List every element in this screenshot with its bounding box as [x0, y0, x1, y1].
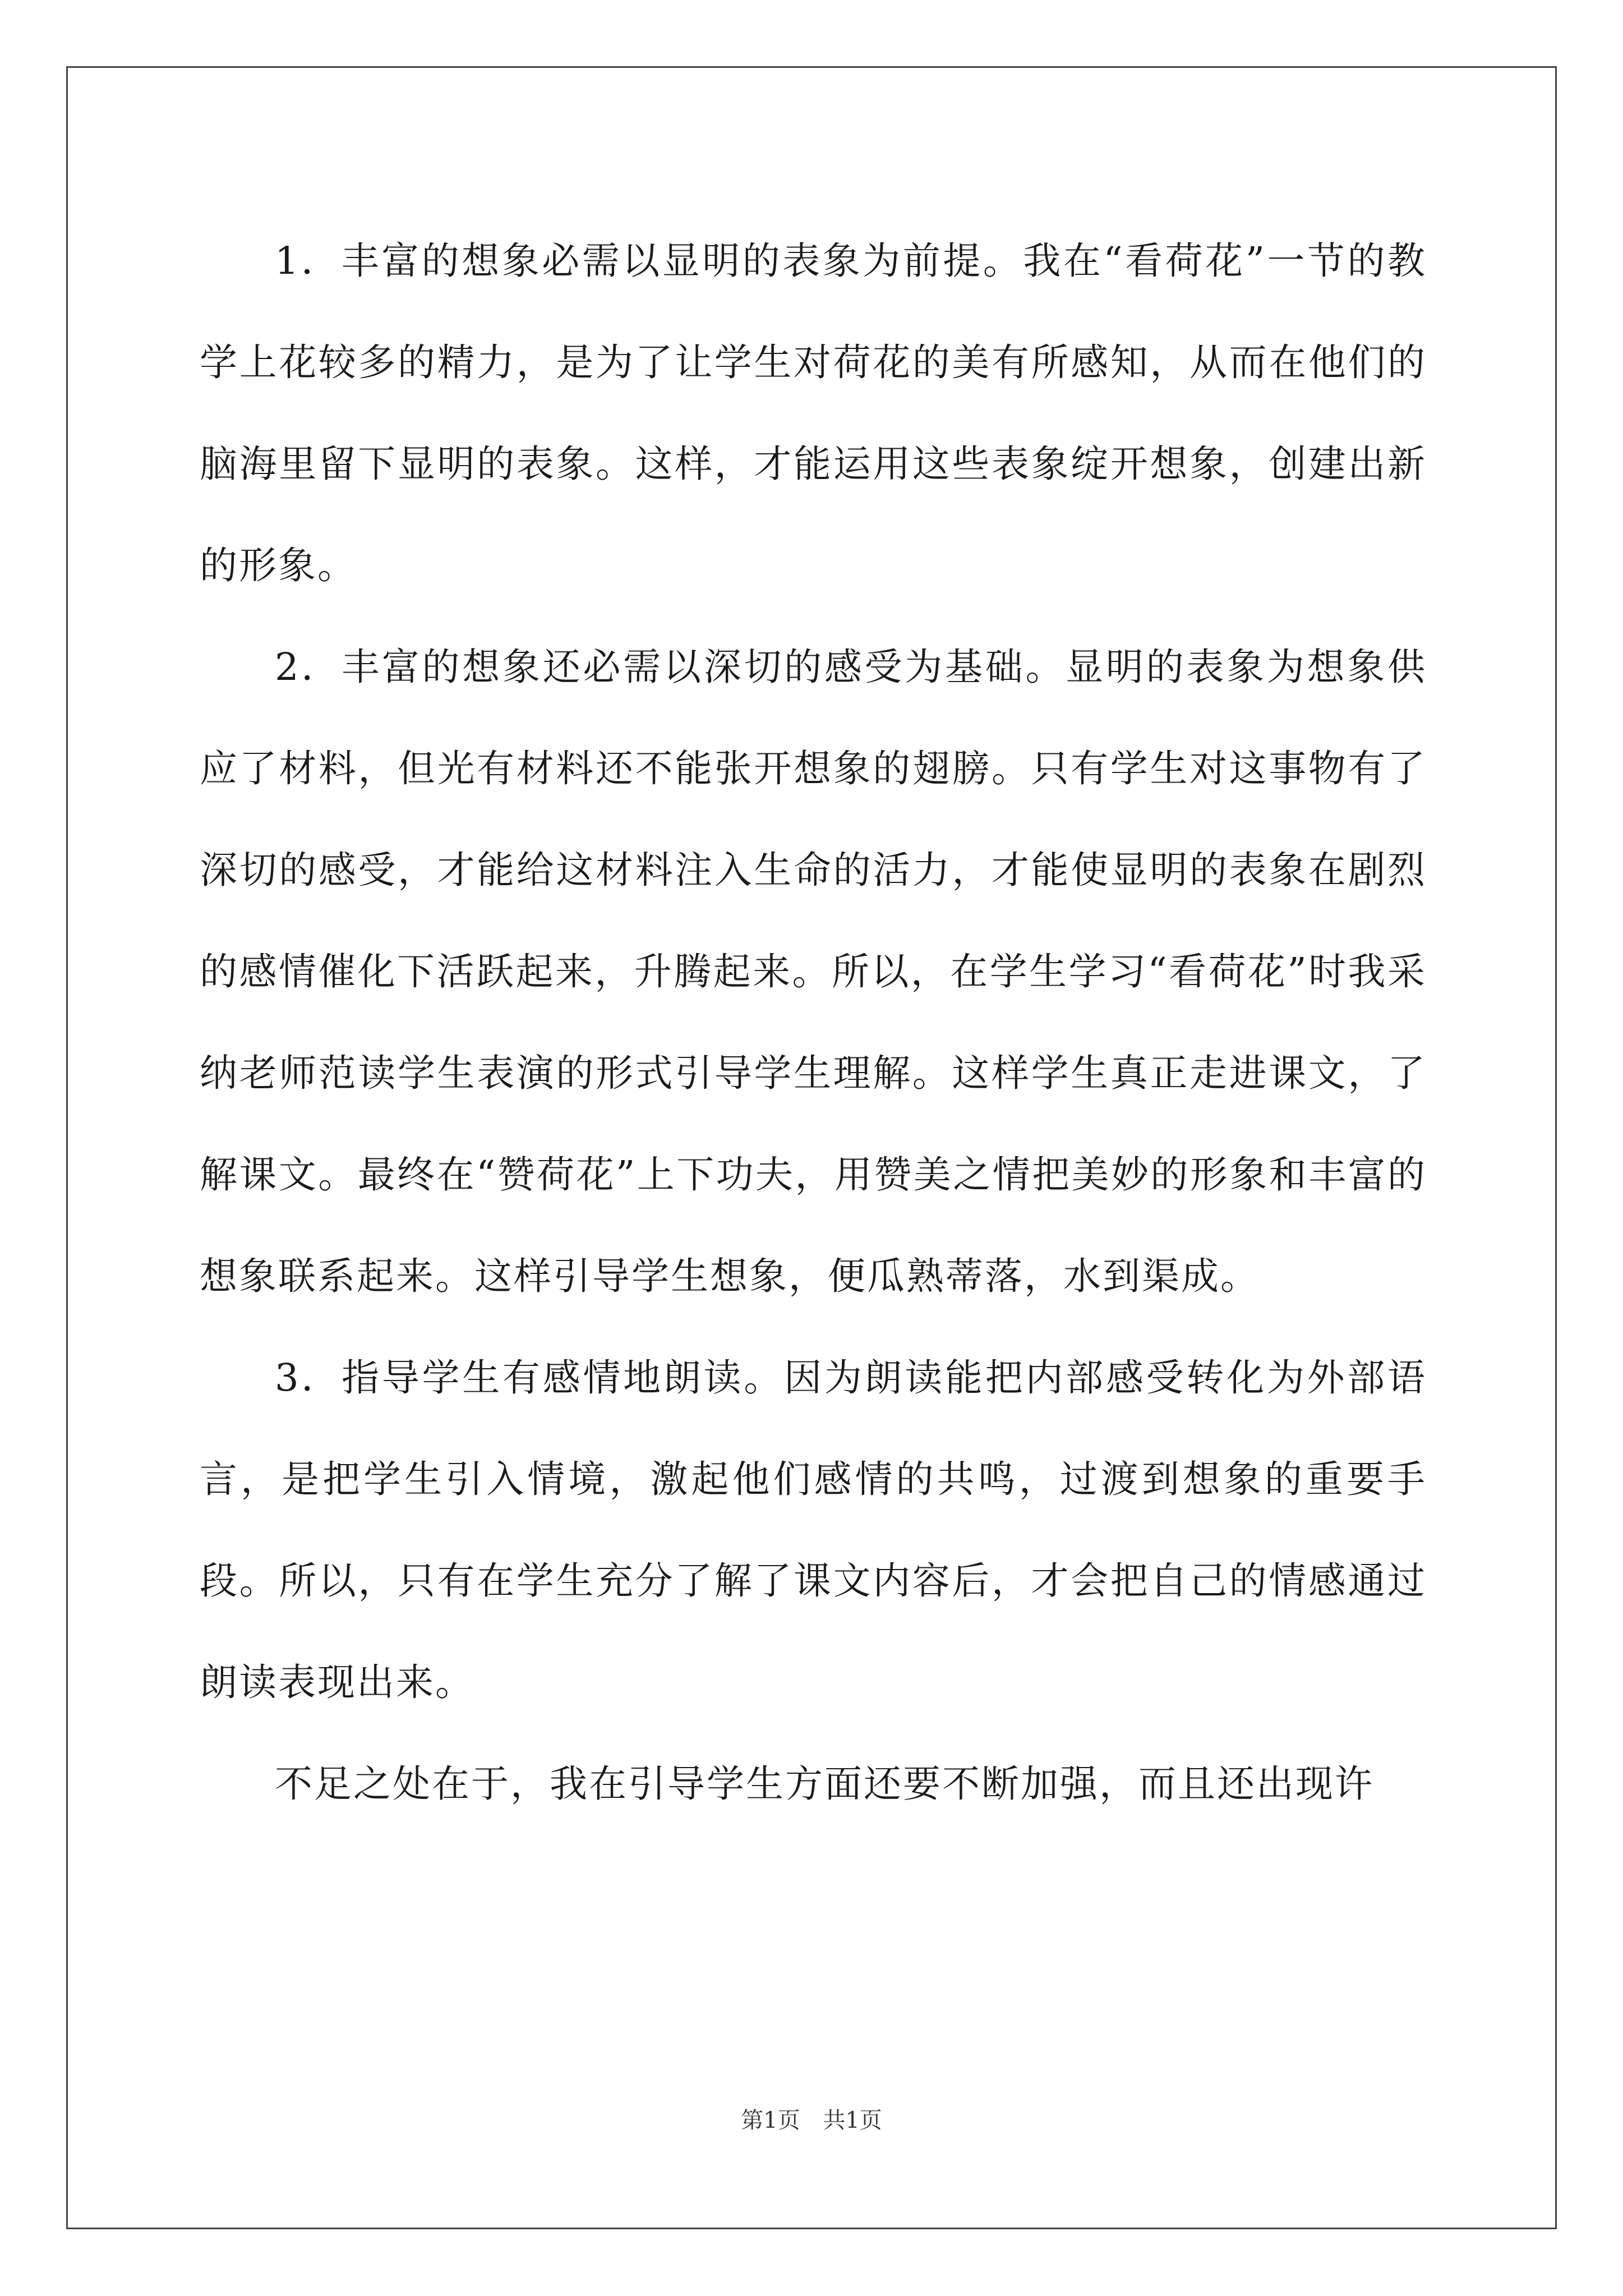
document-body [200, 210, 1427, 1835]
page-total: 共1页 [823, 2108, 882, 2133]
paragraph-3: 3．指导学生有感情地朗读。因为朗读能把内部感受转化为外部语言，是把学生引入情境，激起他们感情的共鸣，过渡到想象的重要手段。所以，只有在学生充分了解了课文内容后，才会把自己的情感通过朗读表现出来。 [200, 1356, 1427, 1704]
paragraph-4: 不足之处在于，我在引导学生方面还要不断加强，而且还出现许 [275, 1762, 1374, 1806]
page-number: 第1页 [741, 2108, 800, 2133]
page-footer [0, 2102, 1623, 2134]
paragraph-2: 2．丰富的想象还必需以深切的感受为基础。显明的表象为想象供应了材料，但光有材料还不能张开想象的翅膀。只有学生对这事物有了深切的感受，才能给这材料注入生命的活力，才能使显明的表象在剧烈的感情催化下活跃起来，升腾起来。所以，在学生学习“看荷花”时我采纳老师范读学生表演的形式引导学生理解。这样学生真正走进课文，了解课文。最终在“赞荷花”上下功夫，用赞美之情把美妙的形象和丰富的想象联系起来。这样引导学生想象，便瓜熟蒂落，水到渠成。 [200, 645, 1427, 1298]
paragraph-1: 1．丰富的想象必需以显明的表象为前提。我在“看荷花”一节的教学上花较多的精力，是为了让学生对荷花的美有所感知，从而在他们的脑海里留下显明的表象。这样，才能运用这些表象绽开想象，创建出新的形象。 [200, 239, 1427, 587]
